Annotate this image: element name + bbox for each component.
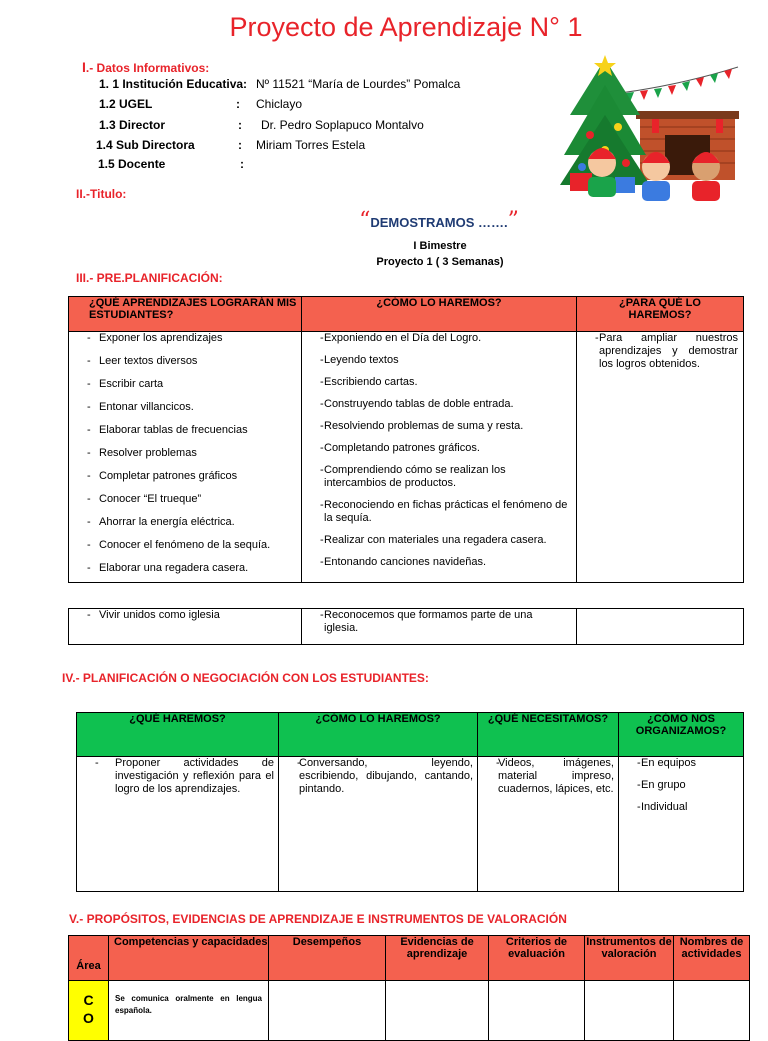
info-colon: : [236, 97, 240, 111]
header-que-necesitamos: ¿QUÉ NECESITAMOS? [478, 713, 619, 757]
header-criterios: Criterios de evaluación [489, 936, 585, 981]
area-letter: O [83, 1010, 94, 1026]
table-row [77, 757, 744, 892]
header-que-aprendizajes [69, 297, 302, 332]
info-label: 1.4 Sub Directora [96, 138, 195, 152]
extra-col2-cell [302, 609, 577, 645]
info-colon: : [240, 157, 244, 171]
col2-cell [302, 332, 577, 583]
extra-col1-cell [69, 609, 302, 645]
info-value: Miriam Torres Estela [256, 138, 366, 152]
header-como-nos-organizamos: ¿CÓMO NOS ORGANIZAMOS? [619, 713, 744, 757]
header-para-que: ¿PARA QUÉ LO HAREMOS? [577, 297, 744, 332]
list-item: - Vivir unidos como iglesia [69, 609, 301, 622]
header-que-haremos: ¿QUÉ HAREMOS? [77, 713, 279, 757]
como-nos-organizamos-cell [619, 757, 744, 892]
proyecto-duracion: Proyecto 1 ( 3 Semanas) [376, 256, 504, 268]
table-row [69, 609, 744, 645]
organizamos-list [619, 757, 743, 814]
list-item: - Leer textos diversos [69, 355, 301, 368]
header-area: Área [69, 936, 109, 981]
table-row [69, 332, 744, 583]
list-item: - Entonando canciones navideñas. [302, 556, 570, 569]
section2-heading: II.-Titulo: [76, 187, 127, 201]
list-item: - Realizar con materiales una regadera casera. [302, 534, 570, 547]
section3-heading: III.- PRE.PLANIFICACIÓN: [76, 271, 223, 285]
section1-heading-text: .- Datos Informativos: [85, 61, 210, 75]
header-como-lo-haremos: ¿CÓMO LO HAREMOS? [279, 713, 478, 757]
table-row [69, 981, 750, 1041]
list-item: - Conocer el fenómeno de la sequía. [69, 539, 301, 552]
list-item: - Conocer “El trueque” [69, 493, 301, 506]
col3-cell [577, 332, 744, 583]
list-item: - Exponiendo en el Día del Logro. [302, 332, 570, 345]
list-item: - Elaborar una regadera casera. [69, 562, 301, 575]
header-nombres-actividades: Nombres de actividades [674, 936, 750, 981]
section5-heading: V.- PROPÓSITOS, EVIDENCIAS DE APRENDIZAJE E INSTRUMENTOS DE VALORACIÓN [69, 912, 567, 926]
header-desempenos: Desempeños [269, 936, 386, 981]
como-lo-haremos-cell [279, 757, 478, 892]
section1-heading [82, 59, 209, 75]
desempenos-cell [269, 981, 386, 1041]
preplanificacion-table [68, 296, 744, 583]
info-colon: : [238, 138, 242, 152]
info-colon: : [238, 118, 242, 132]
header-como-lo-haremos: ¿CÓMO LO HAREMOS? [302, 297, 577, 332]
criterios-cell [489, 981, 585, 1041]
list-item: - Completar patrones gráficos [69, 470, 301, 483]
list-item: - Resolver problemas [69, 447, 301, 460]
list-item: - Comprendiendo cómo se realizan los intercambios de productos. [302, 464, 570, 490]
competency-cell: Se comunica oralmente en lengua española. [109, 981, 269, 1041]
para-que-list [577, 332, 743, 371]
evidencias-cell [386, 981, 489, 1041]
info-value: Chiclayo [256, 97, 303, 111]
open-quote: “ [359, 208, 371, 233]
area-letter: C [83, 992, 94, 1008]
list-item: - Completando patrones gráficos. [302, 442, 570, 455]
list-item: - Reconociendo en fichas prácticas el fenómeno de la sequía. [302, 499, 570, 525]
list-item: - En equipos [619, 757, 743, 770]
negociacion-table [76, 712, 744, 892]
christmas-illustration [560, 55, 740, 205]
list-item: - Leyendo textos [302, 354, 570, 367]
document-title: Proyecto de Aprendizaje N° 1 [229, 12, 583, 42]
col1-cell [69, 332, 302, 583]
project-title [0, 208, 768, 233]
table-header-row [69, 936, 750, 981]
bimestre: I Bimestre [413, 240, 467, 252]
header-competencias: Competencias y capacidades [109, 936, 269, 981]
close-quote: ” [507, 208, 519, 233]
info-value: Dr. Pedro Soplapuco Montalvo [261, 118, 424, 132]
list-item: - Elaborar tablas de frecuencias [69, 424, 301, 437]
list-item: - Resolviendo problemas de suma y resta. [302, 420, 570, 433]
preplanificacion-extra-table [68, 608, 744, 645]
section1-numeral: I [82, 59, 86, 75]
list-item: - Reconocemos que formamos parte de una iglesia. [302, 609, 576, 635]
list-item: - Para ampliar nuestros aprendizajes y demostrar los logros obtenidos. [577, 332, 743, 371]
info-label: 1. 1 Institución Educativa: [99, 77, 248, 91]
instrumentos-cell [585, 981, 674, 1041]
table-header-row [77, 713, 744, 757]
info-label: 1.3 Director [99, 118, 166, 132]
list-item: - Videos, imágenes, material impreso, cuadernos, lápices, etc. [478, 757, 618, 796]
aprendizajes-list [69, 332, 301, 575]
como-list [302, 332, 576, 569]
list-item: - Exponer los aprendizajes [69, 332, 301, 345]
list-item: - Entonar villancicos. [69, 401, 301, 414]
que-haremos-cell [77, 757, 279, 892]
project-title-text: DEMOSTRAMOS ……. [370, 215, 508, 230]
header-evidencias: Evidencias de aprendizaje [386, 936, 489, 981]
list-item: - Ahorrar la energía eléctrica. [69, 516, 301, 529]
que-necesitamos-cell [478, 757, 619, 892]
list-item: - Individual [619, 801, 743, 814]
list-item: - Escribir carta [69, 378, 301, 391]
section4-heading: IV.- PLANIFICACIÓN O NEGOCIACIÓN CON LOS ESTUDIANTES: [62, 671, 429, 685]
header-instrumentos: Instrumentos de valoración [585, 936, 674, 981]
list-item: - Proponer actividades de investigación y reflexión para el logro de los aprendizajes. [77, 757, 278, 796]
info-label: 1.2 UGEL [99, 97, 153, 111]
list-item: - Construyendo tablas de doble entrada. [302, 398, 570, 411]
header-text: ¿QUÉ APRENDIZAJES LOGRARÁN MIS ESTUDIANTES? [89, 297, 297, 321]
list-item: - Conversando, leyendo, escribiendo, dibujando, cantando, pintando. [279, 757, 477, 796]
info-label: 1.5 Docente [98, 157, 166, 171]
table-header-row [69, 297, 744, 332]
area-cell [69, 981, 109, 1041]
list-item: - En grupo [619, 779, 743, 792]
extra-col3-cell [577, 609, 744, 645]
actividades-cell [674, 981, 750, 1041]
info-value: Nº 11521 “María de Lourdes” Pomalca [256, 77, 461, 91]
list-item: - Escribiendo cartas. [302, 376, 570, 389]
propositos-table [68, 935, 750, 1041]
